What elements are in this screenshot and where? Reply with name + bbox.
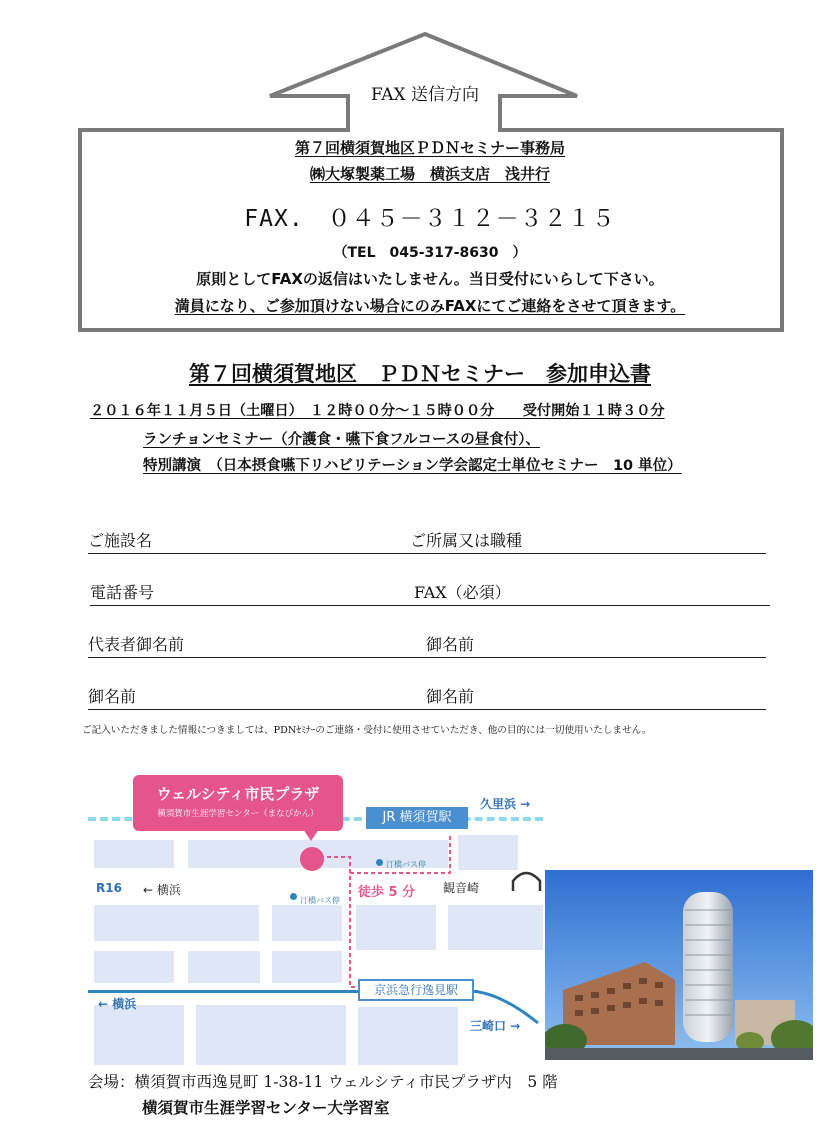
event-datetime: ２０１６年１１月５日（土曜日） １２時００分～１５時００分 受付開始１１時３０分 xyxy=(90,403,665,419)
venue-callout-sub: 横須賀市生涯学習センター（まなびかん） xyxy=(157,809,319,819)
fax-number: FAX. ０４５－３１２－３２１５ xyxy=(244,206,616,232)
facility-field[interactable] xyxy=(88,526,416,554)
yokohama-left-label: ← 横浜 xyxy=(143,883,181,897)
venue-map xyxy=(88,765,543,1065)
luncheon-seminar: ランチョンセミナー（介護食・嚥下食フルコースの昼食付）、 xyxy=(143,432,541,448)
fax-label: FAX（必須） xyxy=(414,583,511,602)
privacy-note: ご記入いただきました情報につきましては、PDNｾﾐﾅｰのご連絡・受付に使用させていただき、他の目的には一切使用いたしません。 xyxy=(82,725,652,736)
department-field[interactable] xyxy=(410,526,766,554)
name-field-3[interactable] xyxy=(426,682,766,710)
venue-callout-title: ウェルシティ市民プラザ xyxy=(156,785,320,803)
name-label-1: 御名前 xyxy=(426,635,475,654)
misakiguchi-label: 三崎口 → xyxy=(470,1019,521,1033)
walk-time-label: 徒歩 5 分 xyxy=(356,881,417,900)
fax-note-2: 満員になり、ご参加頂けない場合にのみFAXにてご連絡をさせて頂きます。 xyxy=(174,297,686,315)
phone-label: 電話番号 xyxy=(90,583,155,602)
jr-station-label: JR 横須賀駅 xyxy=(366,807,468,829)
venue-room: 横須賀市生涯学習センター大学習室 xyxy=(142,1099,390,1117)
keikyu-station-label: 京浜急行逸見駅 xyxy=(358,979,474,1001)
fax-direction-label: FAX 送信方向 xyxy=(370,85,480,105)
kannonzaki-label: 観音崎 xyxy=(443,881,480,895)
bus-stop-label: 汀橋バス停 xyxy=(300,896,340,905)
venue-address: 会場：横須賀市西逸見町 1-38-11 ウェルシティ市民プラザ内 5 階 xyxy=(88,1073,558,1091)
name-label-3: 御名前 xyxy=(426,687,475,706)
phone-field[interactable] xyxy=(90,578,416,606)
bus-stop-icon xyxy=(376,859,383,866)
representative-field[interactable] xyxy=(88,630,428,658)
kurihama-label: 久里浜 → xyxy=(480,797,531,811)
name-field-1[interactable] xyxy=(426,630,766,658)
yokohama-bottom-label: ← 横浜 xyxy=(98,997,137,1011)
venue-callout-pointer xyxy=(303,829,319,841)
representative-label: 代表者御名前 xyxy=(88,635,185,654)
fax-field[interactable] xyxy=(414,578,770,606)
venue-marker xyxy=(300,847,324,871)
office-name: 第７回横須賀地区ＰＤＮセミナー事務局 xyxy=(294,139,565,157)
bus-stop-icon xyxy=(290,893,297,900)
company-name: ㈱大塚製薬工場 横浜支店 浅井行 xyxy=(309,165,550,183)
special-lecture: 特別講演 （日本摂食嚥下リハビリテーション学会認定士単位セミナー 10 単位） xyxy=(143,458,682,474)
fax-note-1: 原則としてFAXの返信はいたしません。当日受付にいらして下さい。 xyxy=(196,270,664,288)
bus-stop-label: 汀橋バス停 xyxy=(386,860,426,869)
name-label-2: 御名前 xyxy=(88,687,137,706)
form-title: 第７回横須賀地区 ＰＤＮセミナー 参加申込書 xyxy=(189,362,651,386)
department-label: ご所属又は職種 xyxy=(410,531,523,550)
venue-building-photo xyxy=(545,870,813,1060)
name-field-2[interactable] xyxy=(88,682,428,710)
tel-number: （TEL 045-317-8630 ） xyxy=(333,245,527,261)
r16-label: R16 xyxy=(96,881,122,895)
facility-label: ご施設名 xyxy=(88,531,153,550)
